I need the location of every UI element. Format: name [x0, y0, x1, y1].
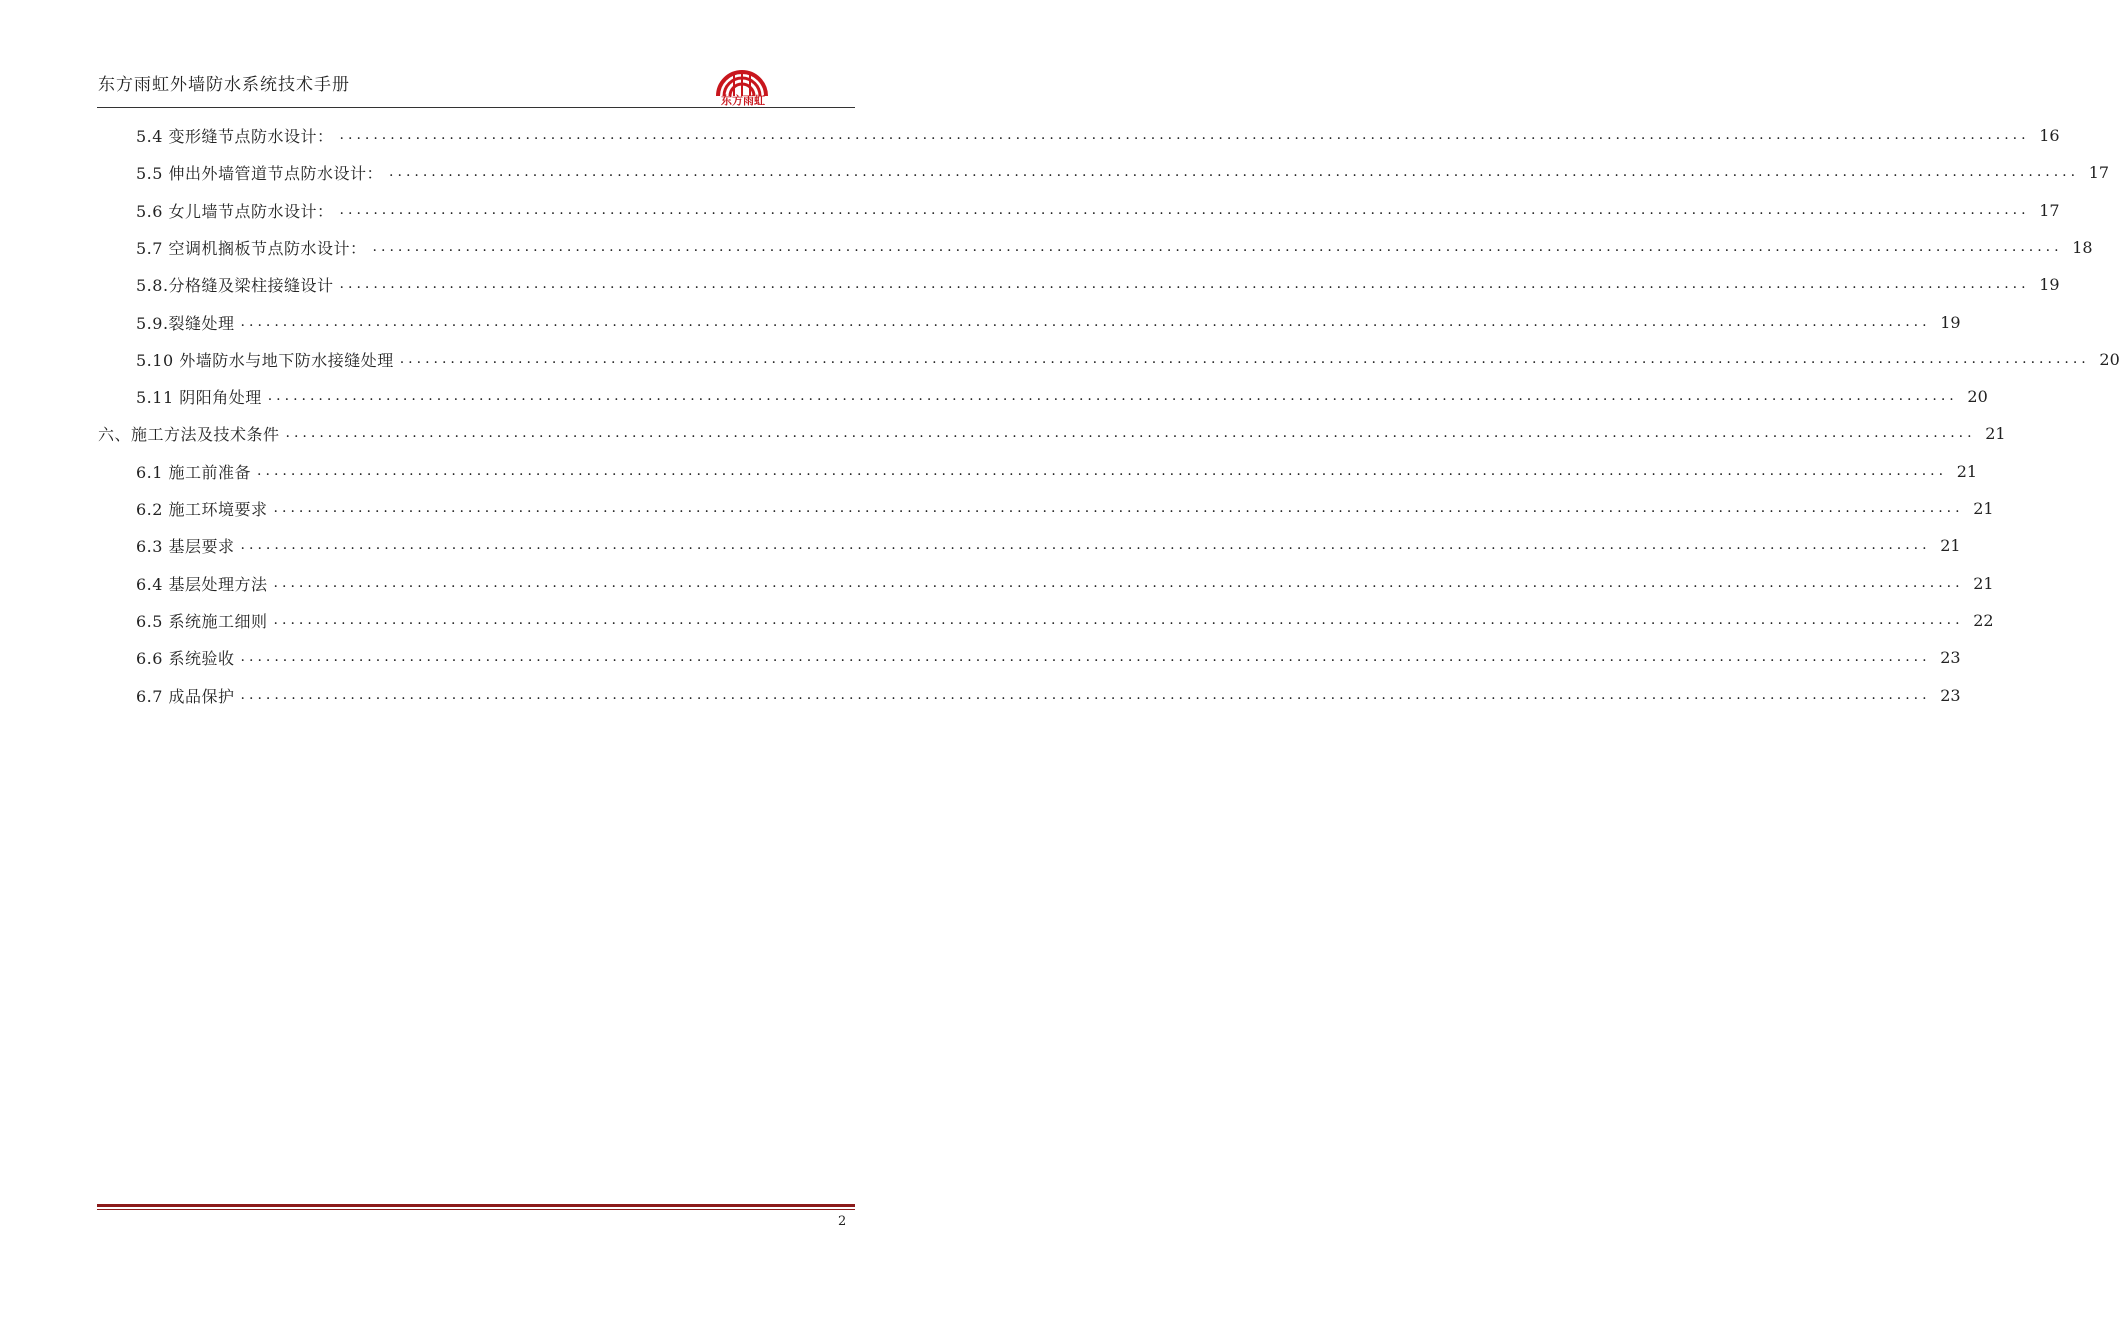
toc-dot-leader: ........................................................................................................................................................................................................: [240, 687, 1931, 703]
toc-entry-title: 6.5 系统施工细则: [136, 611, 268, 631]
toc-dot-leader: ........................................................................................................................................................................................................: [273, 612, 1964, 628]
toc-entry-title: 6.6 系统验收: [136, 648, 235, 668]
toc-entry[interactable]: [136, 383, 1988, 409]
toc-page-number: 17: [2088, 162, 2110, 182]
page-number: 2: [838, 1214, 847, 1229]
toc-page-number: 17: [2039, 200, 2060, 220]
toc-dot-leader: ........................................................................................................................................................................................................: [240, 537, 1931, 553]
toc-entry[interactable]: [136, 682, 1961, 708]
toc-entry[interactable]: [136, 644, 1961, 670]
toc-page-number: 16: [2039, 125, 2060, 145]
footer-divider-thick: [97, 1204, 855, 1207]
toc-entry-title: 5.6 女儿墙节点防水设计：: [136, 201, 334, 221]
toc-entry-title: 5.4 变形缝节点防水设计：: [136, 126, 334, 146]
toc-page-number: 21: [1973, 573, 1994, 593]
toc-entry[interactable]: [136, 532, 1961, 558]
toc-entry-title: 6.3 基层要求: [136, 536, 235, 556]
toc-page-number: 19: [1940, 312, 1961, 332]
toc-page-number: 21: [1956, 461, 1978, 481]
toc-entry[interactable]: [136, 122, 2060, 148]
toc-entry-title: 5.10 外墙防水与地下防水接缝处理: [136, 350, 394, 370]
toc-dot-leader: ........................................................................................................................................................................................................: [273, 500, 1964, 516]
toc-dot-leader: ........................................................................................................................................................................................................: [257, 463, 1948, 479]
toc-page-number: 23: [1940, 647, 1961, 667]
toc-page-number: 19: [2039, 274, 2060, 294]
toc-dot-leader: ........................................................................................................................................................................................................: [389, 164, 2080, 180]
toc-dot-leader: ........................................................................................................................................................................................................: [240, 649, 1931, 665]
toc-entry[interactable]: [136, 570, 1994, 596]
toc-entry[interactable]: [136, 271, 2060, 297]
toc-entry-title: 5.8.分格缝及梁柱接缝设计: [136, 275, 334, 295]
toc-dot-leader: ........................................................................................................................................................................................................: [267, 388, 1958, 404]
toc-entry[interactable]: [98, 420, 2006, 446]
toc-entry[interactable]: [136, 458, 1978, 484]
toc-dot-leader: ........................................................................................................................................................................................................: [285, 425, 1976, 441]
toc-page-number: 22: [1973, 610, 1994, 630]
toc-page-number: 20: [1967, 386, 1988, 406]
toc-entry-title: 6.2 施工环境要求: [136, 499, 268, 519]
toc-dot-leader: ........................................................................................................................................................................................................: [273, 575, 1964, 591]
toc-dot-leader: ........................................................................................................................................................................................................: [240, 314, 1931, 330]
toc-entry-title: 六、施工方法及技术条件: [98, 424, 280, 444]
toc-page-number: 20: [2099, 349, 2120, 369]
toc-entry[interactable]: [136, 495, 1994, 521]
document-header-title: 东方雨虹外墙防水系统技术手册: [98, 75, 350, 95]
toc-entry[interactable]: [136, 309, 1961, 335]
logo-text: 东方雨虹: [721, 94, 765, 107]
toc-entry[interactable]: [136, 197, 2060, 223]
toc-page-number: 23: [1940, 685, 1961, 705]
toc-entry-title: 6.4 基层处理方法: [136, 574, 268, 594]
toc-page-number: 21: [1940, 535, 1961, 555]
header-divider: [97, 107, 855, 108]
toc-entry[interactable]: [136, 234, 2093, 260]
toc-entry-title: 6.1 施工前准备: [136, 462, 252, 482]
footer-divider-thin: [97, 1209, 855, 1210]
toc-entry-title: 5.7 空调机搁板节点防水设计：: [136, 238, 367, 258]
toc-entry-title: 5.5 伸出外墙管道节点防水设计：: [136, 163, 384, 183]
toc-dot-leader: ........................................................................................................................................................................................................: [372, 239, 2063, 255]
toc-dot-leader: ........................................................................................................................................................................................................: [339, 127, 2030, 143]
toc-page-number: 21: [1973, 498, 1994, 518]
toc-entry[interactable]: [136, 607, 1994, 633]
toc-entry-title: 6.7 成品保护: [136, 686, 235, 706]
toc-entry-title: 5.11 阴阳角处理: [136, 387, 262, 407]
toc-entry[interactable]: [136, 159, 2110, 185]
toc-page-number: 21: [1985, 423, 2006, 443]
toc-dot-leader: ........................................................................................................................................................................................................: [399, 351, 2090, 367]
toc-dot-leader: ........................................................................................................................................................................................................: [339, 202, 2030, 218]
toc-entry[interactable]: [136, 346, 2120, 372]
toc-entry-title: 5.9.裂缝处理: [136, 313, 235, 333]
toc-page-number: 18: [2072, 237, 2093, 257]
toc-dot-leader: ........................................................................................................................................................................................................: [339, 276, 2030, 292]
